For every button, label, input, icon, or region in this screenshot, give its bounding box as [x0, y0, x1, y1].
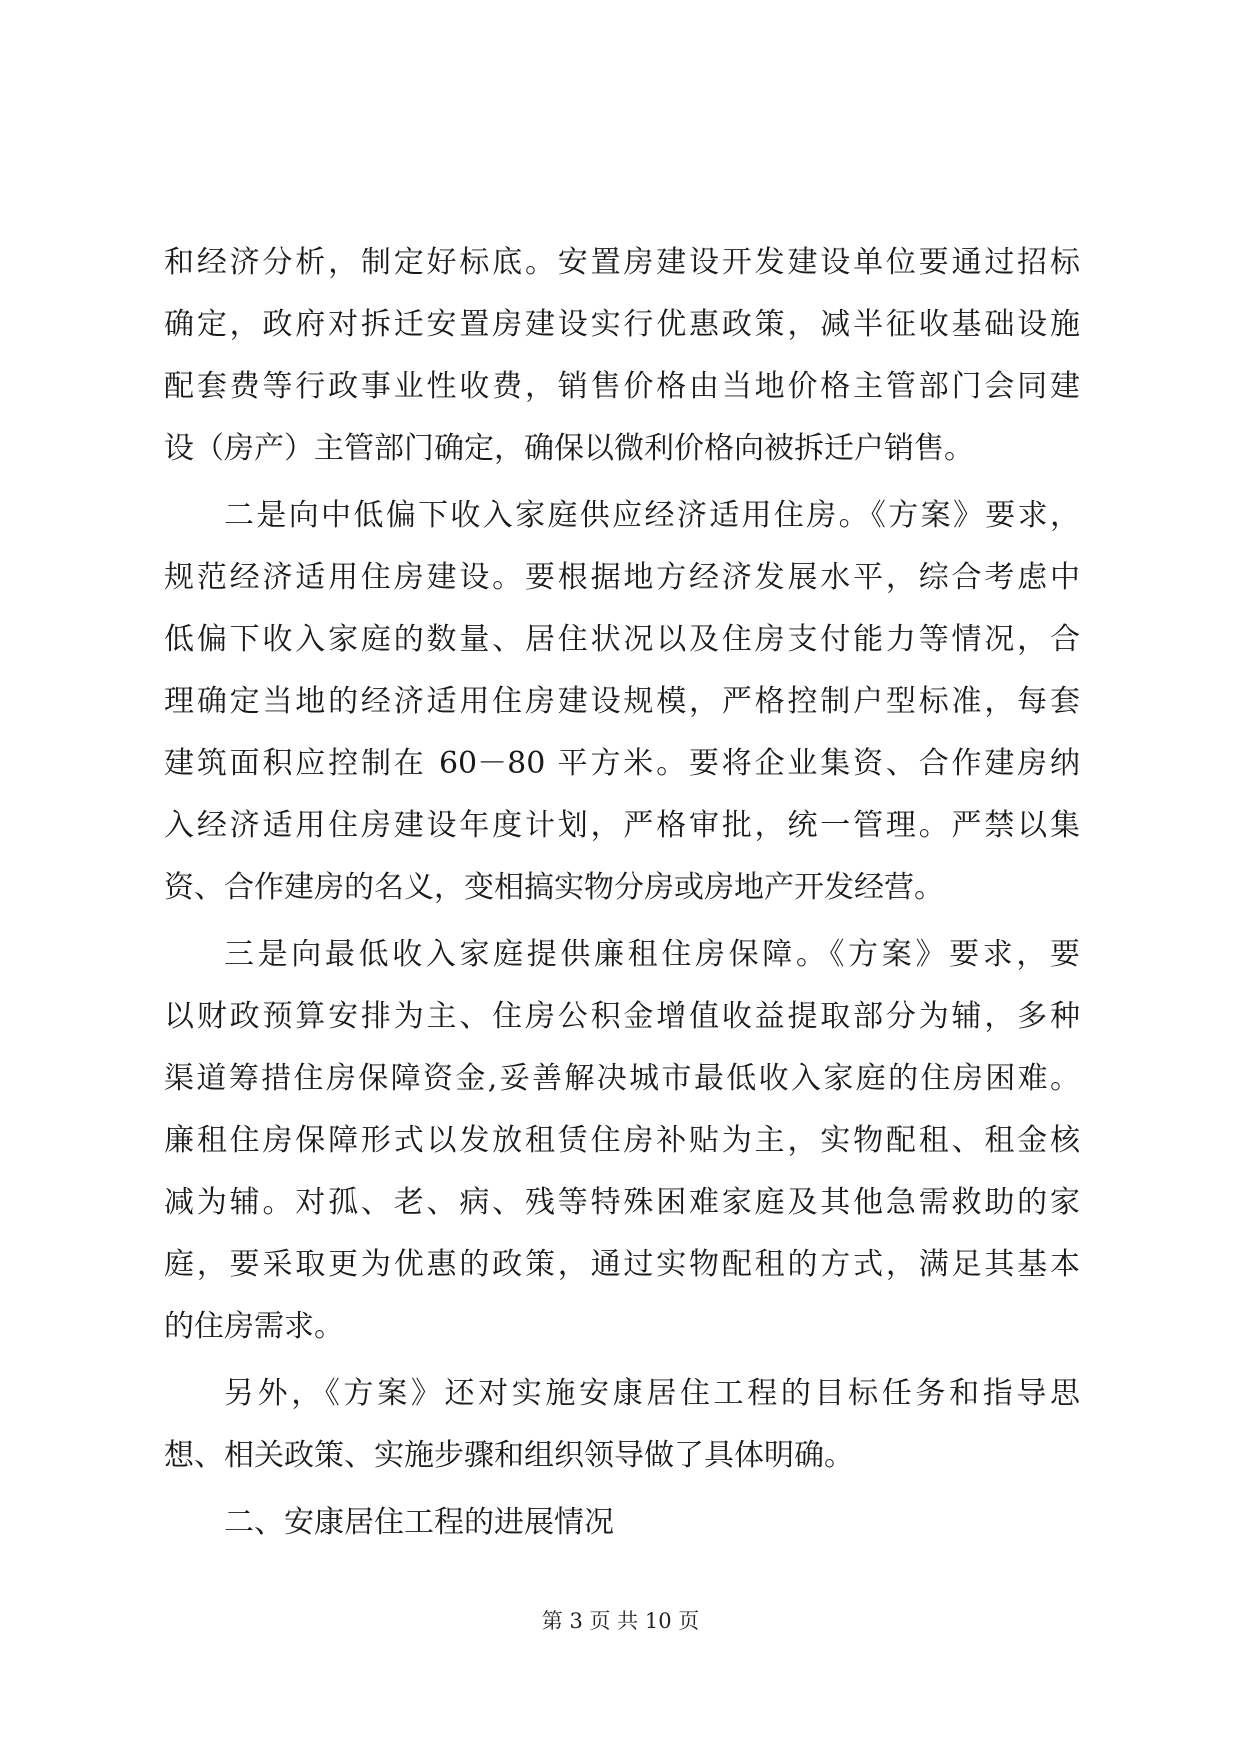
page-number: 第 3 页 共 10 页 — [541, 1609, 700, 1633]
text-line: 以财政预算安排为主、住房公积金增值收益提取部分为辅，多种 — [164, 999, 1080, 1034]
text-line: 入经济适用住房建设年度计划，严格审批，统一管理。严禁以集 — [164, 808, 1080, 843]
text-line: 减为辅。对孤、老、病、残等特殊困难家庭及其他急需救助的家 — [164, 1185, 1080, 1220]
text-line: 确定，政府对拆迁安置房建设实行优惠政策，减半征收基础设施 — [164, 307, 1080, 342]
text-line: 渠道筹措住房保障资金,妥善解决城市最低收入家庭的住房困难。 — [164, 1061, 1080, 1096]
paragraph — [164, 924, 1080, 1358]
page-footer — [0, 1606, 1241, 1636]
text-line: 廉租住房保障形式以发放租赁住房补贴为主，实物配租、租金核 — [164, 1123, 1080, 1158]
text-line: 低偏下收入家庭的数量、居住状况以及住房支付能力等情况，合 — [164, 622, 1080, 657]
paragraph — [164, 232, 1080, 480]
text-line: 庭，要采取更为优惠的政策，通过实物配租的方式，满足其基本 — [164, 1247, 1080, 1282]
text-line: 想、相关政策、实施步骤和组织领导做了具体明确。 — [164, 1438, 854, 1473]
text-line: 配套费等行政事业性收费，销售价格由当地价格主管部门会同建 — [164, 369, 1080, 404]
text-line: 另外，《方案》还对实施安康居住工程的目标任务和指导思 — [224, 1376, 1080, 1411]
text-line: 和经济分析，制定好标底。安置房建设开发建设单位要通过招标 — [164, 245, 1080, 280]
section-heading — [164, 1492, 1080, 1554]
text-line: 三是向最低收入家庭提供廉租住房保障。《方案》要求，要 — [224, 937, 1080, 972]
text-line: 设（房产）主管部门确定，确保以微利价格向被拆迁户销售。 — [164, 431, 974, 466]
document-body — [164, 232, 1080, 1554]
text-line: 资、合作建房的名义，变相搞实物分房或房地产开发经营。 — [164, 870, 944, 905]
text-line: 二是向中低偏下收入家庭供应经济适用住房。《方案》要求， — [224, 498, 1080, 533]
text-line: 建筑面积应控制在 60－80 平方米。要将企业集资、合作建房纳 — [164, 746, 1080, 781]
heading-text: 二、安康居住工程的进展情况 — [224, 1505, 614, 1540]
paragraph — [164, 1363, 1080, 1487]
paragraph — [164, 485, 1080, 919]
text-line: 的住房需求。 — [164, 1309, 344, 1344]
text-line: 规范经济适用住房建设。要根据地方经济发展水平，综合考虑中 — [164, 560, 1080, 595]
text-line: 理确定当地的经济适用住房建设规模，严格控制户型标准，每套 — [164, 684, 1080, 719]
